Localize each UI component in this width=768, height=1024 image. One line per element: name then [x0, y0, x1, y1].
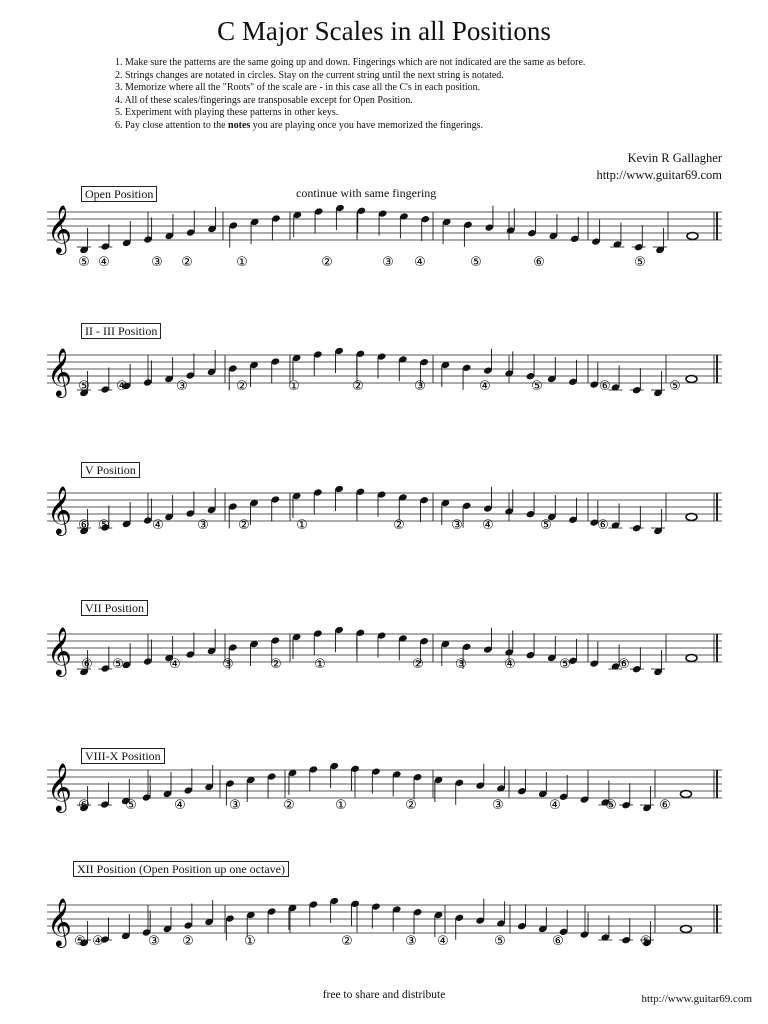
- staff: [0, 180, 768, 290]
- string-number: ④: [92, 934, 104, 949]
- string-number: ②: [181, 255, 193, 270]
- string-number: ①: [288, 379, 300, 394]
- string-number: ⑤: [531, 379, 543, 394]
- string-number: ①: [244, 934, 256, 949]
- treble-clef-icon: 𝄞: [47, 485, 72, 534]
- string-number: ③: [382, 255, 394, 270]
- string-number: ②: [321, 255, 333, 270]
- instructions-list: [115, 57, 735, 133]
- string-number: ⑥: [618, 657, 630, 672]
- string-number: ④: [414, 255, 426, 270]
- string-number: ②: [341, 934, 353, 949]
- treble-clef-icon: 𝄞: [47, 626, 72, 675]
- string-number: ②: [238, 518, 250, 533]
- string-number: ②: [352, 379, 364, 394]
- string-number: ⑤: [98, 518, 110, 533]
- position-label: VIII-X Position: [81, 748, 165, 764]
- string-number: ③: [197, 518, 209, 533]
- string-number: ③: [451, 518, 463, 533]
- string-number: ⑤: [470, 255, 482, 270]
- string-number: ⑤: [125, 798, 137, 813]
- string-number: ③: [176, 379, 188, 394]
- string-number: ④: [98, 255, 110, 270]
- notes: [77, 347, 665, 397]
- position-label: XII Position (Open Position up one octave): [73, 861, 289, 877]
- string-number: ④: [152, 518, 164, 533]
- position-label: V Position: [81, 462, 140, 478]
- notes: [77, 626, 665, 676]
- footer-text: free to share and distribute: [322, 989, 446, 1001]
- string-number: ⑤: [494, 934, 506, 949]
- string-number: ②: [405, 798, 417, 813]
- whole-note: [687, 233, 698, 240]
- string-number: ②: [412, 657, 424, 672]
- notes: [77, 762, 654, 812]
- string-number: ⑤: [605, 798, 617, 813]
- string-number: ⑤: [640, 934, 652, 949]
- position-label: VII Position: [81, 600, 148, 616]
- string-number: ①: [236, 255, 248, 270]
- string-number: ⑥: [552, 934, 564, 949]
- whole-note: [686, 376, 697, 383]
- string-number: ②: [182, 934, 194, 949]
- string-number: ⑥: [659, 798, 671, 813]
- notes: [77, 897, 654, 947]
- string-number: ⑥: [78, 518, 90, 533]
- instruction-5: 5. Experiment with playing these patterns in other keys.: [115, 107, 339, 119]
- instruction-1: 1. Make sure the patterns are the same going up and down. Fingerings which are not indicated are the same as before.: [115, 57, 586, 68]
- staff: [0, 735, 768, 845]
- treble-clef-icon: 𝄞: [47, 897, 72, 946]
- instruction-3: 3. Memorize where all the "Roots" of the scale are - in this case all the C's in each position.: [115, 82, 481, 94]
- string-number: ②: [270, 657, 282, 672]
- notes: [77, 485, 665, 535]
- string-number: ⑤: [78, 255, 90, 270]
- notes: [77, 204, 667, 254]
- author-url[interactable]: http://www.guitar69.com: [596, 168, 722, 182]
- string-number: ④: [482, 518, 494, 533]
- author-block: [596, 150, 722, 184]
- string-number: ⑤: [74, 934, 86, 949]
- staff: [0, 320, 768, 430]
- author-name: Kevin R Gallagher: [627, 151, 722, 165]
- page-title: C Major Scales in all Positions: [217, 16, 551, 46]
- string-number: ④: [437, 934, 449, 949]
- string-number: ③: [492, 798, 504, 813]
- footer-url[interactable]: http://www.guitar69.com: [641, 993, 752, 1005]
- string-number: ②: [236, 379, 248, 394]
- string-number: ⑤: [559, 657, 571, 672]
- position-label: II - III Position: [81, 323, 161, 339]
- string-number: ⑥: [597, 518, 609, 533]
- string-number: ④: [479, 379, 491, 394]
- string-number: ⑤: [540, 518, 552, 533]
- string-number: ⑤: [78, 379, 90, 394]
- string-number: ⑥: [81, 657, 93, 672]
- string-number: ③: [222, 657, 234, 672]
- string-number: ③: [148, 934, 160, 949]
- string-number: ④: [549, 798, 561, 813]
- staff: [0, 458, 768, 568]
- string-number: ⑥: [78, 798, 90, 813]
- treble-clef-icon: 𝄞: [47, 762, 72, 811]
- string-number: ⑤: [634, 255, 646, 270]
- annotation-text: continue with same fingering: [296, 186, 437, 200]
- string-number: ④: [169, 657, 181, 672]
- staff: [0, 596, 768, 706]
- treble-clef-icon: 𝄞: [47, 347, 72, 396]
- whole-note: [686, 514, 697, 521]
- position-label: Open Position: [81, 186, 157, 202]
- instruction-2: 2. Strings changes are notated in circles. Stay on the current string until the next string is notated.: [115, 69, 504, 81]
- string-number: ②: [393, 518, 405, 533]
- string-number: ④: [116, 379, 128, 394]
- treble-clef-icon: 𝄞: [47, 204, 72, 253]
- string-number: ①: [314, 657, 326, 672]
- string-number: ③: [455, 657, 467, 672]
- string-number: ⑤: [669, 379, 681, 394]
- instruction-4: 4. All of these scales/fingerings are transposable except for Open Position.: [115, 94, 413, 106]
- string-number: ②: [283, 798, 295, 813]
- string-number: ⑥: [533, 255, 545, 270]
- whole-note: [681, 791, 692, 798]
- string-number: ③: [151, 255, 163, 270]
- string-number: ③: [405, 934, 417, 949]
- string-number: ③: [414, 379, 426, 394]
- whole-note: [686, 655, 697, 662]
- string-number: ⑤: [112, 657, 124, 672]
- string-number: ⑥: [599, 379, 611, 394]
- string-number: ①: [335, 798, 347, 813]
- string-number: ④: [504, 657, 516, 672]
- string-number: ④: [174, 798, 186, 813]
- string-number: ③: [229, 798, 241, 813]
- string-number: ①: [296, 518, 308, 533]
- whole-note: [681, 926, 692, 933]
- staff: [0, 870, 768, 980]
- instruction-6: 6. Pay close attention to the notes you are playing once you have memorized the fingerings.: [115, 119, 483, 131]
